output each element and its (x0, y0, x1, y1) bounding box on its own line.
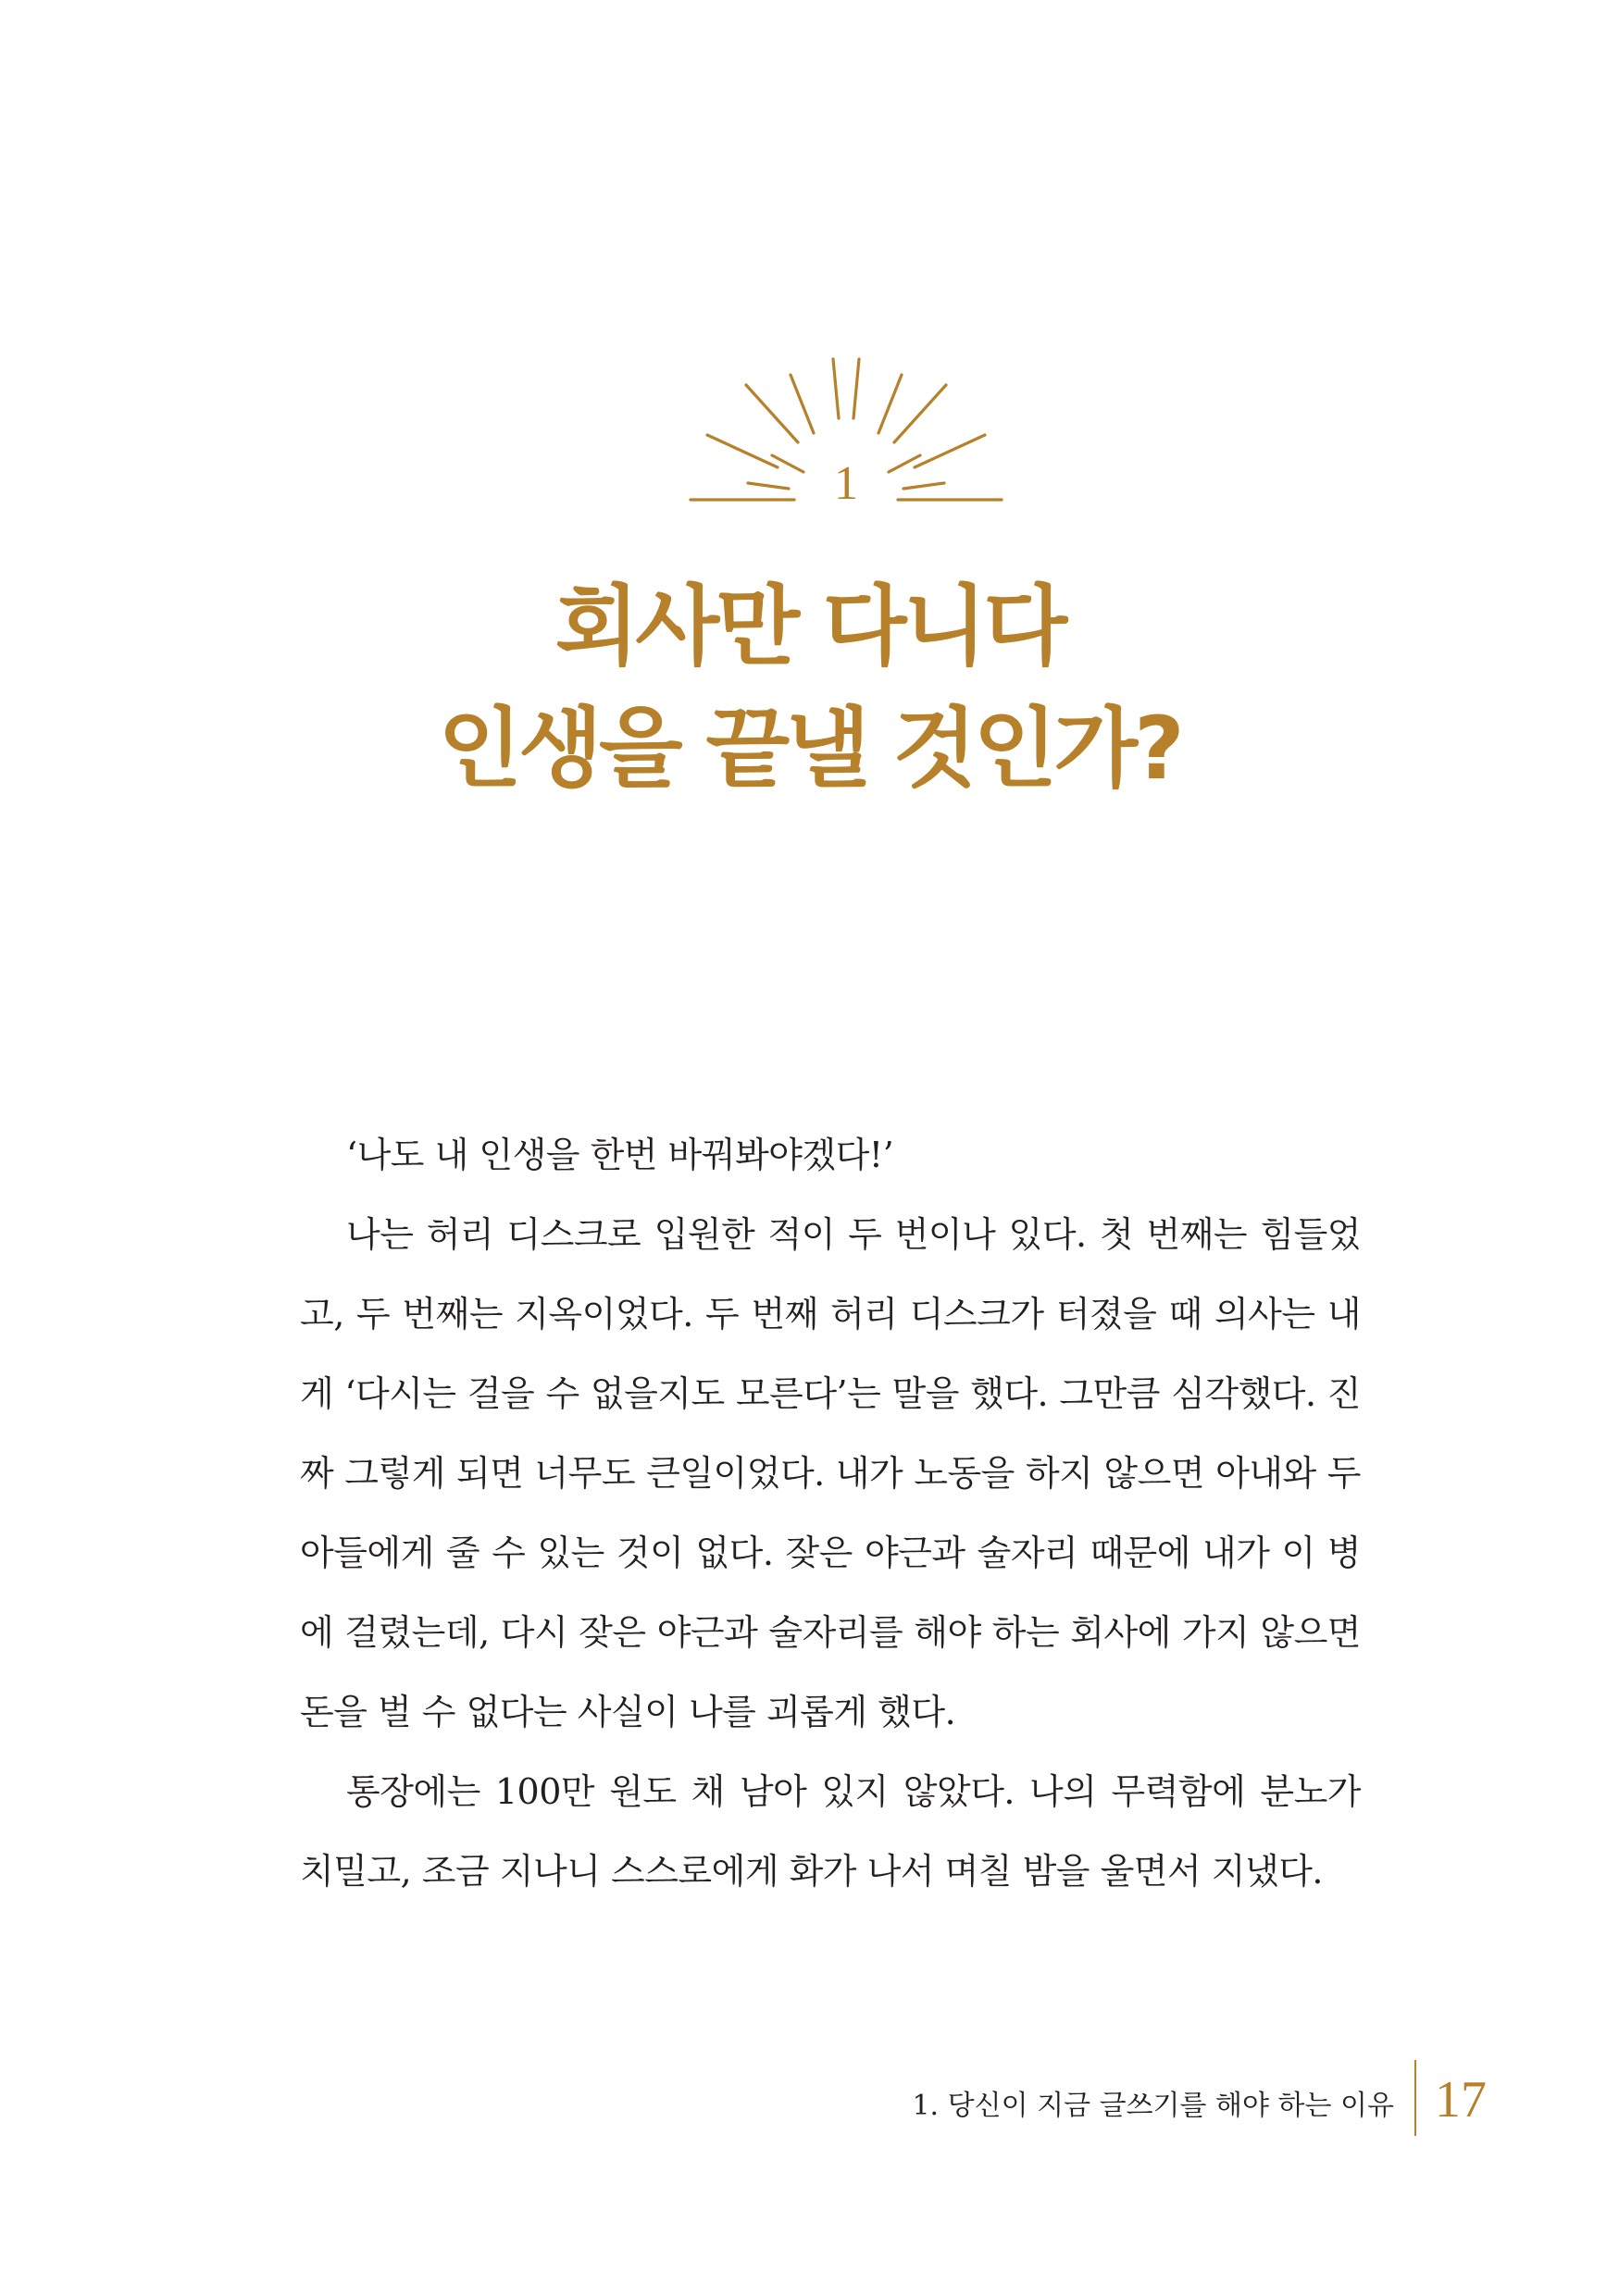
chapter-number: 1 (834, 457, 858, 510)
quote-line: ‘나도 내 인생을 한번 바꿔봐야겠다!’ (346, 1135, 894, 1175)
page-number: 17 (1435, 2071, 1487, 2128)
chapter-title-line-2: 인생을 끝낼 것인가? (438, 699, 1181, 800)
chapter-title-line-1: 회사만 다니다 (554, 577, 1065, 677)
footer-divider (1414, 2060, 1416, 2136)
running-footer-title: 1. 당신이 지금 글쓰기를 해야 하는 이유 (912, 2090, 1394, 2122)
paragraph: 나는 허리 디스크로 입원한 적이 두 번이나 있다. 첫 번째는 힘들었고, 두 번째는 지옥이었다. 두 번째 허리 디스크가 터졌을 때 의사는 내게 ‘다시는 걸을 수 없을지도 모른다’는 말을 했다. 그만큼 심각했다. 진짜 그렇게 되면 너무도 큰일이었다. 내가 노동을 하지 않으면 아내와 두 아들에게 줄 수 있는 것이 없다. 잦은 야근과 술자리 때문에 내가 이 병에 걸렸는데, 다시 잦은 야근과 술자리를 해야 하는 회사에 가지 않으면 돈을 벌 수 없다는 사실이 나를 괴롭게 했다. (300, 1214, 1361, 1732)
chapter-title (0, 566, 1619, 811)
body-text (300, 1115, 1361, 1911)
paragraph: 통장에는 100만 원도 채 남아 있지 않았다. 나의 무력함에 분노가 치밀고, 조금 지나니 스스로에게 화가 나서 며칠 밤을 울면서 지냈다. (300, 1771, 1361, 1892)
